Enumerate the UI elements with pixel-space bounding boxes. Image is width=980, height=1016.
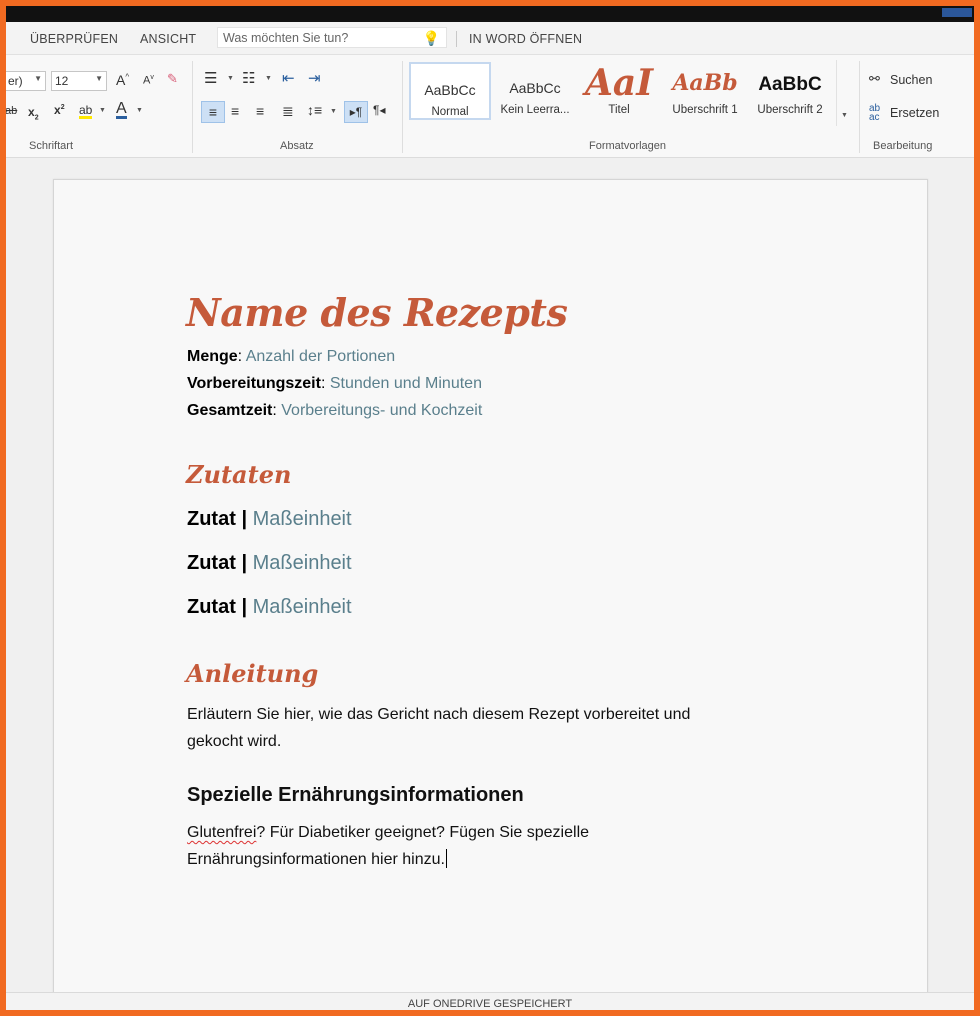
group-separator: [402, 61, 403, 153]
rtl-icon[interactable]: ¶◂: [373, 103, 386, 117]
meta-label: Vorbereitungszeit: [187, 375, 321, 392]
ribbon: [6, 55, 974, 158]
group-label-editing: Bearbeitung: [873, 140, 933, 152]
ribbon-tab-bar: [6, 22, 974, 55]
increase-indent-icon[interactable]: ⇥: [308, 70, 321, 87]
ltr-icon[interactable]: ▸¶: [344, 101, 368, 123]
window-top-bar: [0, 0, 980, 22]
replace-button[interactable]: Ersetzen: [890, 106, 940, 120]
nutrition-line: Ernährungsinformationen hier hinzu.: [187, 851, 445, 868]
style-preview: AaBbCc: [424, 82, 476, 98]
ingredient-line[interactable]: Zutat | Maßeinheit: [187, 552, 352, 574]
binoculars-icon: ⚯: [869, 71, 880, 86]
style-preview: AaBbCc: [509, 80, 561, 96]
meta-value: Vorbereitungs- und Kochzeit: [281, 402, 483, 419]
ingredient-line[interactable]: Zutat | Maßeinheit: [187, 596, 352, 618]
style-name: Überschrift 1: [672, 104, 738, 116]
ingredient-unit: Maßeinheit: [252, 552, 352, 574]
tab-separator: [456, 31, 457, 47]
group-label-paragraph: Absatz: [280, 140, 314, 152]
tab-review[interactable]: ÜBERPRÜFEN: [30, 32, 119, 46]
style-name: Überschrift 2: [757, 104, 823, 116]
style-name: Kein Leerra...: [500, 104, 570, 116]
bullets-icon[interactable]: ☰: [204, 70, 218, 87]
nutrition-paragraph[interactable]: [187, 819, 787, 873]
chevron-down-icon[interactable]: ▼: [227, 75, 234, 82]
font-name-combo[interactable]: [4, 71, 46, 91]
instructions-line: gekocht wird.: [187, 733, 282, 750]
style-name: Normal: [431, 106, 469, 118]
style-preview: AaBb: [672, 70, 738, 96]
text-cursor: [446, 849, 447, 868]
chevron-down-icon[interactable]: ▼: [265, 75, 272, 82]
nutrition-line: ? Für Diabetiker geeignet? Fügen Sie spezielle: [256, 824, 590, 841]
instructions-heading[interactable]: Anleitung: [186, 659, 319, 688]
account-indicator: [942, 8, 972, 17]
meta-value: Stunden und Minuten: [329, 375, 482, 392]
search-button[interactable]: Suchen: [890, 73, 933, 87]
style-no-spacing[interactable]: [494, 62, 576, 120]
meta-value: Anzahl der Portionen: [245, 348, 396, 365]
status-bar: [6, 992, 974, 1011]
meta-label: Gesamtzeit: [187, 402, 273, 419]
ingredients-heading[interactable]: Zutaten: [186, 460, 292, 489]
meta-line[interactable]: Menge: Anzahl der Portionen: [187, 348, 396, 365]
meta-label: Menge: [187, 348, 238, 365]
justify-icon[interactable]: ≣: [282, 103, 294, 119]
style-preview: AaI: [584, 62, 654, 104]
save-status: AUF ONEDRIVE GESPEICHERT: [407, 998, 573, 1010]
font-size-value: 12: [55, 74, 69, 88]
numbering-icon[interactable]: ☷: [242, 70, 256, 87]
ingredient-name: Zutat: [187, 552, 236, 574]
highlight-icon[interactable]: ab: [79, 103, 93, 117]
decrease-indent-icon[interactable]: ⇤: [282, 70, 295, 87]
font-color-icon[interactable]: A: [116, 100, 127, 117]
grow-font-icon[interactable]: A^: [116, 72, 130, 88]
document-page[interactable]: [53, 179, 928, 1011]
superscript-icon[interactable]: $x^2$: [54, 103, 65, 117]
replace-icon: ab ac: [869, 103, 881, 123]
ingredient-unit: Maßeinheit: [252, 508, 352, 530]
group-label-styles: Formatvorlagen: [589, 140, 667, 152]
ingredient-name: Zutat: [187, 596, 236, 618]
open-in-word-button[interactable]: IN WORD ÖFFNEN: [469, 32, 583, 46]
subscript-icon[interactable]: $x_2$: [28, 105, 39, 122]
styles-gallery-more[interactable]: [836, 60, 853, 126]
align-right-icon[interactable]: ≡: [256, 103, 265, 119]
align-left-icon[interactable]: ≡: [201, 101, 225, 123]
line-spacing-icon[interactable]: ↕≡: [307, 102, 323, 118]
shrink-font-icon[interactable]: $A^v$: [143, 74, 154, 87]
chevron-down-icon[interactable]: ▼: [330, 108, 337, 115]
chevron-down-icon[interactable]: ▼: [136, 107, 143, 114]
instructions-line: Erläutern Sie hier, wie das Gericht nach diesem Rezept vorbereitet und: [187, 706, 691, 723]
chevron-down-icon: ▼: [34, 74, 42, 83]
nutrition-heading[interactable]: Spezielle Ernährungsinformationen: [187, 784, 524, 806]
group-separator: [859, 61, 860, 153]
recipe-title[interactable]: Name des Rezepts: [186, 290, 568, 335]
meta-line[interactable]: Gesamtzeit: Vorbereitungs- und Kochzeit: [187, 402, 483, 419]
meta-line[interactable]: Vorbereitungszeit: Stunden und Minuten: [187, 375, 482, 392]
clear-format-icon[interactable]: ✎: [167, 71, 178, 86]
group-separator: [192, 61, 193, 153]
tab-view[interactable]: ANSICHT: [140, 32, 197, 46]
tell-me-placeholder: Was möchten Sie tun?: [223, 31, 349, 45]
ingredient-line[interactable]: Zutat | Maßeinheit: [187, 508, 352, 530]
chevron-down-icon[interactable]: ▼: [99, 107, 106, 114]
ingredient-unit: Maßeinheit: [252, 596, 352, 618]
style-title[interactable]: [580, 62, 658, 120]
lightbulb-icon: 💡: [422, 30, 440, 46]
document-area[interactable]: [6, 158, 974, 992]
align-center-icon[interactable]: ≡: [231, 103, 240, 119]
chevron-down-icon: ▼: [841, 112, 848, 119]
style-heading-2[interactable]: [751, 62, 829, 120]
style-name: Titel: [608, 104, 630, 116]
strikethrough-icon[interactable]: ab: [5, 105, 18, 117]
style-heading-1[interactable]: [666, 62, 744, 120]
group-label-font: Schriftart: [29, 140, 74, 152]
chevron-down-icon: ▼: [95, 74, 103, 83]
instructions-paragraph[interactable]: [187, 701, 787, 755]
tell-me-input[interactable]: [217, 27, 447, 48]
style-preview: AaBbC: [758, 74, 822, 95]
ingredient-name: Zutat: [187, 508, 236, 530]
style-normal[interactable]: [409, 62, 491, 120]
misspelled-word[interactable]: Glutenfrei: [187, 824, 257, 841]
font-name-value: er): [8, 74, 23, 88]
font-size-combo[interactable]: [51, 71, 107, 91]
